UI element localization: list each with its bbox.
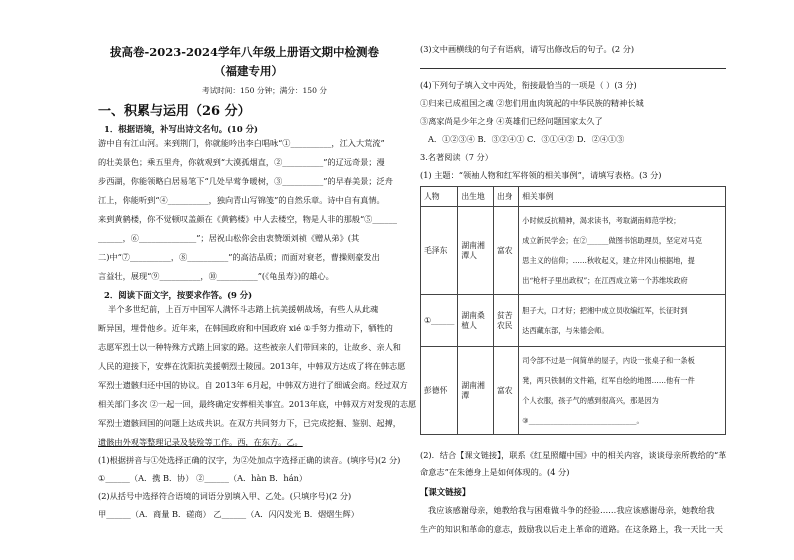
question-2-heading: 2．阅读下面文字，按要求作答。(9 分) [104,290,253,300]
link-line: 我应该感谢母亲，她教给我与困难做斗争的经验……我应该感谢母亲，她教给我 [428,505,715,515]
right-column [420,0,726,560]
q1-line: 言益壮，展现“⑨__________，⑩__________”(《龟虽寿》)的雄心。 [98,271,334,281]
header-cell: 人物 [421,187,458,207]
exam-subtitle: （福建专用） [214,64,283,78]
q4-choices: A．①②③④ B．③②④① C．③①④② D．②④①③ [428,134,625,144]
q1-line: 来到黄鹤楼，你不觉顿叹盖颜在《黄鹤楼》中人去楼空，物是人非的那般“⑤______ [98,214,397,224]
q1-line: 步西湖，你能领略白居易笔下“几处早莺争暖树，③__________”的早春美景；泛舟 [98,176,393,186]
cell-birthplace: 湖南桑植人 [458,295,494,347]
q2-line: 相关部门多次 ②一起一回，最终确定安葬相关事宜。2013年底，中韩双方对发现的志愿 [98,399,417,409]
header-cell: 出身 [493,187,518,207]
table-header-row [421,187,726,207]
q1-line: 江上，你能听到“④__________，独向青山写锦笺”的自然乐章。诗中自有真情。 [98,195,385,205]
reading-heading: 3.名著阅读（7 分） [420,152,493,162]
q2-line: 志愿军烈士以一种特殊方式踏上回家的路。这些被亲人们带回来的，让故乡、亲人和 [98,342,401,352]
q2-line: 断异国，埋骨他乡。近年来，在韩国政府和中国政府 xié ①手努力推动下，牺牲的 [98,323,393,333]
exam-info: 考试时间：150 分钟；满分：150 分 [202,86,327,95]
q2-sub: (2)从括号中选择符合语境的词语分别填入甲、乙处。(只填序号)(2 分) [98,491,352,501]
deed-line: 小时候反抗精神，渴求读书，考取湖南师范学校； [522,215,681,225]
q6-line: 命意志”在朱德身上是如何体现的。(4 分) [420,467,570,477]
cell-origin: 贫苦农民 [493,295,518,347]
q4-option-line: ①归来已成祖国之魂 ②您们用血肉筑起的中华民族的精神长城 [420,98,644,108]
cell-name: 彭德怀 [421,347,458,435]
cell-name: ①______ [421,295,458,347]
answer-line [420,68,726,69]
cell-birthplace: 湖南湘潭人 [458,207,494,295]
q2-line: 人民的迎接下，安葬在沈阳抗美援朝烈士陵园。2013年，中韩双方达成了将在韩志愿 [98,361,406,371]
q3-prompt: (3)文中画横线的句子有语病，请写出修改后的句子。(2 分) [420,44,635,54]
header-cell: 相关事例 [519,187,726,207]
section-heading: 一、积累与运用（26 分） [98,104,251,119]
q1-line: 游中自有江山河。来到荆门，你就能吟出李白唱咏“①__________，江入大荒流” [98,138,385,148]
deed-line: 凳，两只铁制的文件箱，红军自绘的地图……他有一件 [522,375,695,385]
deed-line: 达西藏东部，与朱德会师。 [522,325,609,335]
cell-origin: 富农 [493,207,518,295]
q2-sub: ①______（A．携 B．协） ②______（A．hàn B．hán） [98,473,308,483]
deed-line: 出“枪杆子里出政权”；在江西成立第一个苏维埃政府 [522,275,688,285]
q4-option-line: ③离家尚是少年之身 ④英雄们已经问题国家太久了 [420,116,603,126]
cell-deeds [519,207,726,295]
question-1-heading: 1．根据语境，补写出诗文名句。(10 分) [104,124,258,134]
q2-line: 半个多世纪前，上百万中国军人满怀斗志踏上抗美援朝战场，有些人从此魂 [108,304,379,314]
cell-birthplace: 湖南湘潭 [458,347,494,435]
cell-deeds [519,347,726,435]
q1-line: 的壮美景色；乘五里舟，你就观到“大漠孤烟直，②__________”的辽远奇景；漫 [98,157,385,167]
q1-line: 二)中“⑦__________，⑧__________”的高洁品质；而面对衰老，曹操则豪发出 [98,252,380,262]
q1-line: ______，⑥______________”；居祝山松你会由衷赞颂刘祯《赠从弟》(其 [98,233,360,243]
deed-line: 胆子大，口才好；把湘中成立员收编红军，长征时到 [522,305,688,315]
link-title: 【课文链接】 [420,487,471,497]
cell-name: 毛泽东 [421,207,458,295]
deed-line: 成立新民学会；在②______做图书馆助理员，坚定对马克 [522,235,702,245]
table-row [421,295,726,347]
exam-title: 拔高卷-2023-2024学年八年级上册语文期中检测卷 [110,45,380,59]
link-line: 生产的知识和革命的意志，鼓励我以后走上革命的道路。在这条路上，我一天比一天 [420,524,723,534]
cell-origin: 富农 [493,347,518,435]
q2-sub: 甲______（A．商量 B．磋商） 乙______（A．闪闪发光 B．熠熠生辉） [98,509,359,519]
q2-line: 军烈士遗骸回国的问题上达成共识。在双方共同努力下，已完成挖掘、鉴别、起搏， [98,418,401,428]
q2-line: 遗骸由外观等整理记录及装殓等工作。西，在东方。乙。 [98,437,303,447]
deed-line: 思主义的信仰；……秋收起义，建立井冈山根据地，提 [522,255,695,265]
q2-line: 军烈士遗骸归还中国的协议。自 2013年 6月起，中韩双方进行了细诚会商。经过双方 [98,380,408,390]
table-row [421,207,726,295]
deed-line: ③______________________________。 [522,415,644,425]
deed-line: 司令部不过是一间简单的屋子，内设一张桌子和一条板 [522,355,695,365]
q6-line: (2)．结合【课文链接】，联系《红星照耀中国》中的相关内容，谈谈母亲所教给的“革 [420,450,727,460]
table-row [421,347,726,435]
left-column [98,0,417,560]
table-prompt: (1) 主题：“领袖人物和红军将领的相关事例”，请填写表格。(3 分) [420,170,662,180]
deed-line: 个人衣服，孩子气的感到很高兴，那是因为 [522,395,659,405]
figures-table [420,186,726,435]
header-cell: 出生地 [458,187,494,207]
q4-prompt: (4)下列句子填入文中丙处，衔接最恰当的一项是（ ）(3 分) [420,80,637,90]
cell-deeds [519,295,726,347]
q2-sub: (1)根据拼音与①处选择正确的汉字，为②处加点字选择正确的读音。(填序号)(2 分) [98,455,401,465]
